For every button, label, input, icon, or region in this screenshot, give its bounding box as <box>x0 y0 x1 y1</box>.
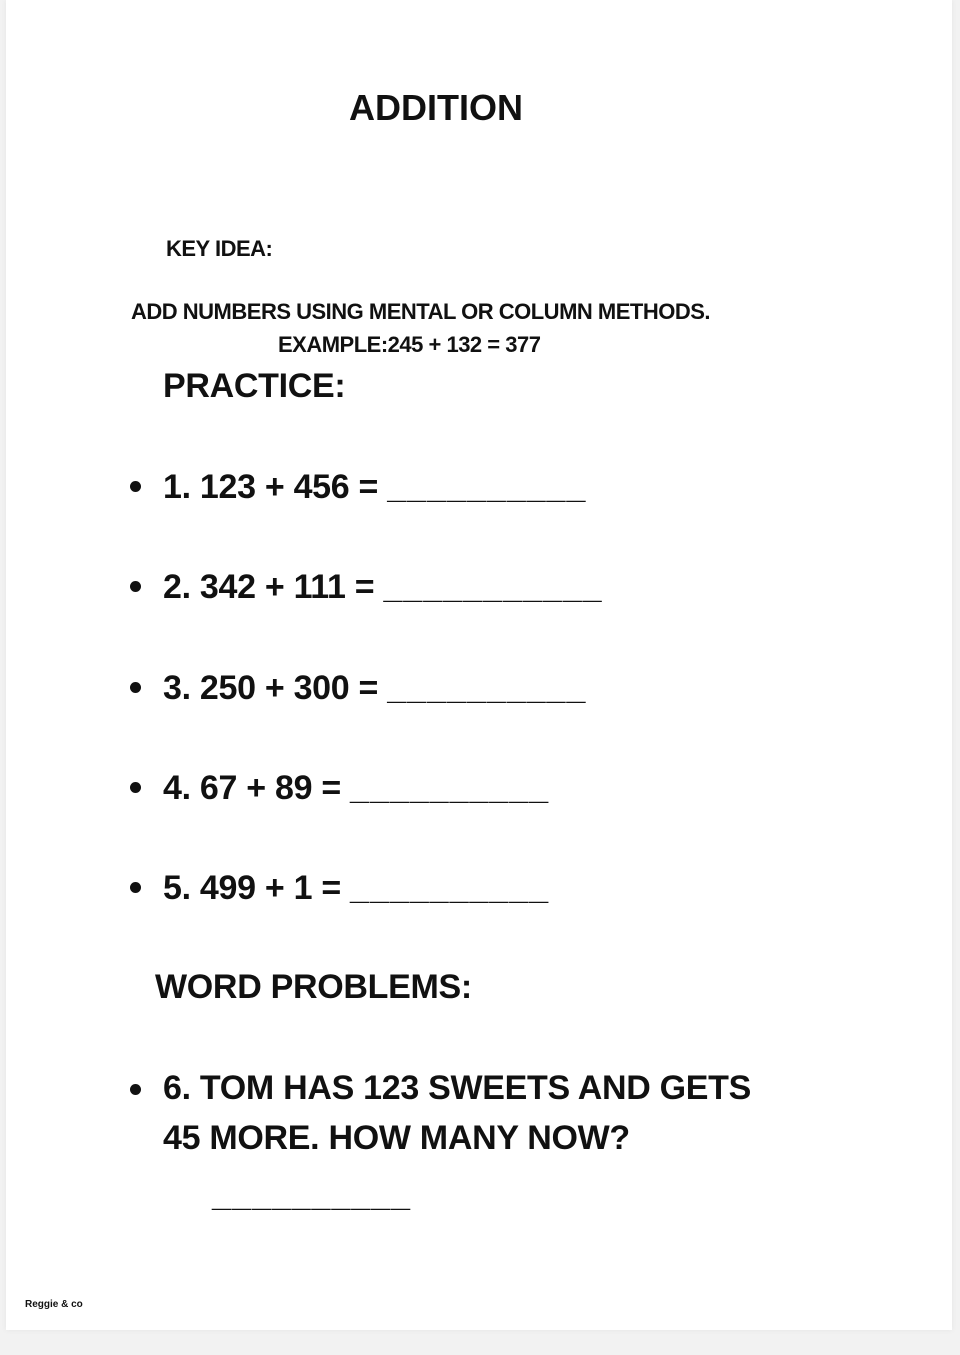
practice-item <box>130 462 586 512</box>
practice-question: 1. 123 + 456 = <box>163 468 388 506</box>
practice-item <box>130 562 603 612</box>
key-idea-label: KEY IDEA: <box>166 236 273 261</box>
answer-blank: __________ <box>350 769 550 807</box>
answer-blank: __________ <box>387 468 587 506</box>
bullet-icon <box>130 581 141 592</box>
bullet-icon <box>130 782 141 793</box>
practice-question: 4. 67 + 89 = <box>163 769 351 807</box>
practice-question: 5. 499 + 1 = <box>163 869 351 907</box>
bullet-icon <box>130 481 141 492</box>
bullet-icon <box>130 882 141 893</box>
key-idea-example: EXAMPLE:245 + 132 = 377 <box>278 332 541 357</box>
word-problem-item <box>130 1063 751 1163</box>
bullet-icon <box>130 1084 141 1095</box>
practice-item <box>130 763 549 813</box>
practice-item <box>130 663 586 713</box>
practice-question: 3. 250 + 300 = <box>163 669 388 707</box>
page-title: ADDITION <box>349 87 523 128</box>
key-idea-text: ADD NUMBERS USING MENTAL OR COLUMN METHODS. <box>131 299 711 324</box>
answer-blank: __________ <box>387 669 587 707</box>
word-problem-line-1: 6. TOM HAS 123 SWEETS AND GETS <box>163 1069 752 1107</box>
answer-blank: __________ <box>350 869 550 907</box>
word-problems-heading: WORD PROBLEMS: <box>155 968 472 1006</box>
worksheet-page <box>6 0 952 1330</box>
word-problem-line-2: 45 MORE. HOW MANY NOW? <box>163 1119 630 1157</box>
bullet-icon <box>130 682 141 693</box>
practice-question: 2. 342 + 111 = <box>163 568 384 606</box>
answer-blank: __________ <box>212 1176 412 1214</box>
practice-heading: PRACTICE: <box>163 367 346 405</box>
practice-item <box>130 863 549 913</box>
footer-brand: Reggie & co <box>25 1299 83 1310</box>
answer-blank: ___________ <box>383 568 603 606</box>
